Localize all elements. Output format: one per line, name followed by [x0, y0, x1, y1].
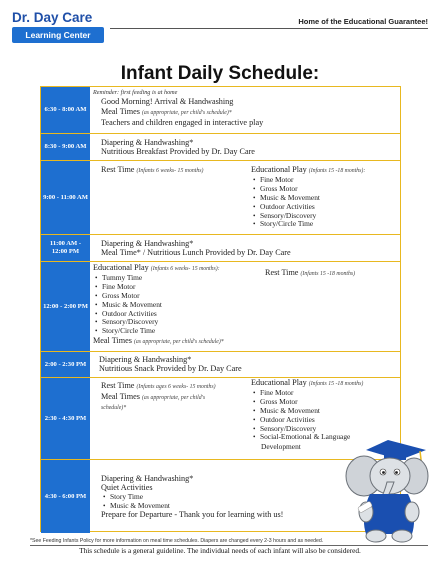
schedule-row	[41, 261, 400, 351]
activity-line: Prepare for Departure - Thank you for learning with us!	[101, 510, 284, 520]
list-item: • Fine Motor	[93, 283, 224, 292]
schedule-row	[41, 160, 400, 234]
activity-line: Rest Time (Infants ages 6 weeks- 15 months)	[101, 381, 216, 390]
row-content	[99, 352, 396, 377]
activity-line: Meal Times (as appropriate, per child's schedule)*	[101, 106, 232, 116]
activity-line: Diapering & Handwashing*	[101, 239, 194, 248]
activity-line: Meal Times (as appropriate, per child's	[101, 392, 206, 402]
tagline: Home of the Educational Guarantee!	[298, 17, 428, 26]
list-item: • Tummy Time	[93, 274, 224, 283]
page-title: Infant Daily Schedule:	[120, 63, 320, 84]
list-item: • Sensory/Discovery	[93, 318, 224, 327]
activity-note: schedule)*	[101, 404, 127, 411]
guideline-text: This schedule is a general guideline. The individual needs of each infant will also be considered.	[79, 546, 361, 555]
row-content	[99, 235, 396, 261]
reminder-note: Reminder: first feeding is at home	[93, 89, 178, 96]
schedule-row	[41, 234, 400, 261]
list-item: • Outdoor Activities	[93, 310, 224, 319]
list-item: • Social-Emotional & Language	[251, 433, 363, 442]
list-item: • Story Time	[101, 493, 283, 502]
activity-line: Teachers and children engaged in interactive play	[101, 118, 264, 128]
logo-title: Dr. Day Care	[12, 10, 93, 25]
time-cell: 12:00 - 2:00 PM	[41, 262, 90, 351]
list-item: • Music & Movement	[101, 502, 283, 511]
list-item-continuation: Development	[261, 442, 301, 452]
time-cell: 6:30 - 8:00 AM	[41, 87, 90, 133]
list-item: • Fine Motor	[251, 176, 365, 185]
activity-line: Good Morning! Arrival & Handwashing	[101, 97, 234, 107]
list-item: • Gross Motor	[93, 292, 224, 301]
list-item: • Story/Circle Time	[251, 220, 365, 229]
row-content	[93, 87, 396, 133]
list-item: • Story/Circle Time	[93, 327, 224, 336]
list-item: • Music & Movement	[251, 407, 363, 416]
activity-line: Meal Time* / Nutritious Lunch Provided by Dr. Day Care	[101, 248, 291, 258]
activity-line: Diapering & Handwashing*	[99, 355, 192, 364]
elephant-mascot-icon	[340, 436, 430, 546]
list-item: • Music & Movement	[93, 301, 224, 310]
time-cell: 2:00 - 2:30 PM	[41, 352, 90, 377]
activity-line: Meal Times (as appropriate, per child's schedule)*	[93, 335, 224, 345]
row-content	[99, 134, 396, 160]
list-item: • Outdoor Activities	[251, 203, 365, 212]
time-cell: 2:30 - 4:30 PM	[41, 378, 90, 459]
activity-line: Educational Play (Infants 6 weeks- 15 months):	[93, 263, 220, 272]
list-item: • Sensory/Discovery	[251, 212, 365, 221]
logo-badge: Learning Center	[12, 27, 104, 43]
activity-line: Diapering & Handwashing*	[101, 474, 194, 483]
schedule-row	[41, 87, 400, 133]
time-cell: 8:30 - 9:00 AM	[41, 134, 90, 160]
activity-line: Rest Time (Infants 15 -18 months)	[265, 268, 356, 277]
schedule-row	[41, 351, 400, 377]
list-item: • Gross Motor	[251, 185, 365, 194]
footnote: *See Feeding Infants Policy for more information on meal time schedules. Diapers are changed every 2-3 hours and as needed.	[30, 538, 324, 544]
time-cell: 9:00 - 11:00 AM	[41, 161, 90, 234]
activity-line: Quiet Activities	[101, 483, 153, 493]
logo	[12, 10, 104, 43]
schedule-row	[41, 133, 400, 160]
header-divider	[110, 28, 428, 29]
time-cell: 4:30 - 6:00 PM	[41, 460, 90, 533]
activity-line: Rest Time (Infants 6 weeks- 15 months)	[101, 165, 204, 174]
row-content	[99, 161, 396, 234]
list-item: • Gross Motor	[251, 398, 363, 407]
activity-line: Nutritious Breakfast Provided by Dr. Day Care	[101, 147, 255, 157]
activity-line: Nutritious Snack Provided by Dr. Day Care	[99, 364, 242, 374]
list-item: • Sensory/Discovery	[251, 425, 363, 434]
row-content	[93, 262, 396, 351]
activity-line: Diapering & Handwashing*	[101, 138, 194, 147]
list-item: • Music & Movement	[251, 194, 365, 203]
activity-line: Educational Play (Infants 15 -18 months)	[251, 378, 364, 387]
activity-line: Educational Play (Infants 15 -18 months):	[251, 165, 366, 174]
list-item: • Fine Motor	[251, 389, 363, 398]
time-cell: 11:00 AM - 12:00 PM	[41, 235, 90, 261]
list-item: • Outdoor Activities	[251, 416, 363, 425]
